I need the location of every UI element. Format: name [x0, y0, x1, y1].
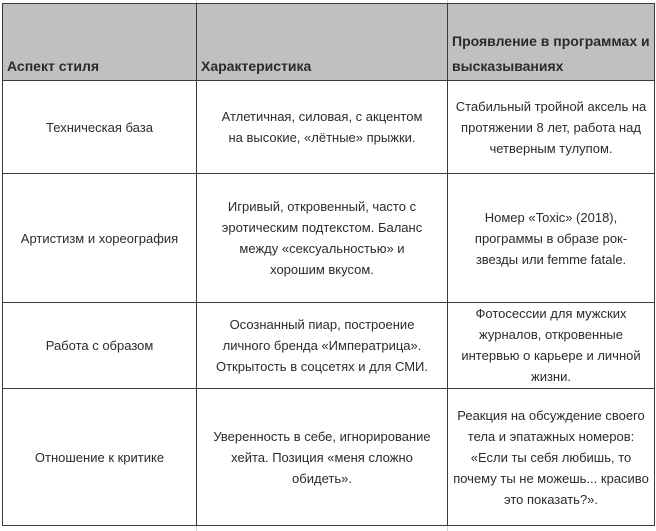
- cell-aspect: Отношение к критике: [3, 389, 197, 526]
- style-table: [2, 3, 655, 526]
- header-characteristic: Характеристика: [197, 4, 448, 81]
- header-manifestation: Проявление в программах и высказываниях: [448, 4, 655, 81]
- cell-characteristic: Уверенность в себе, игнорирование хейта. Позиция «меня сложно обидеть».: [197, 389, 448, 526]
- table-row: [3, 81, 655, 174]
- cell-characteristic: Атлетичная, силовая, с акцентом на высокие, «лётные» прыжки.: [197, 81, 448, 174]
- table-row: [3, 303, 655, 389]
- header-row: [3, 4, 655, 81]
- table-row: [3, 389, 655, 526]
- cell-characteristic: Осознанный пиар, построение личного бренда «Императрица». Открытость в соцсетях и для СМИ.: [197, 303, 448, 389]
- cell-manifestation: Реакция на обсуждение своего тела и эпатажных номеров: «Если ты себя любишь, то почему ты не можешь... красиво это показать?».: [448, 389, 655, 526]
- cell-manifestation: Стабильный тройной аксель на протяжении 8 лет, работа над четверным тулупом.: [448, 81, 655, 174]
- cell-manifestation: Номер «Toxic» (2018), программы в образе рок-звезды или femme fatale.: [448, 174, 655, 303]
- table-row: [3, 174, 655, 303]
- cell-characteristic: Игривый, откровенный, часто с эротическим подтекстом. Баланс между «сексуальностью» и хорошим вкусом.: [197, 174, 448, 303]
- header-aspect: Аспект стиля: [3, 4, 197, 81]
- cell-aspect: Техническая база: [3, 81, 197, 174]
- cell-manifestation: Фотосессии для мужских журналов, откровенные интервью о карьере и личной жизни.: [448, 303, 655, 389]
- cell-aspect: Работа с образом: [3, 303, 197, 389]
- cell-aspect: Артистизм и хореография: [3, 174, 197, 303]
